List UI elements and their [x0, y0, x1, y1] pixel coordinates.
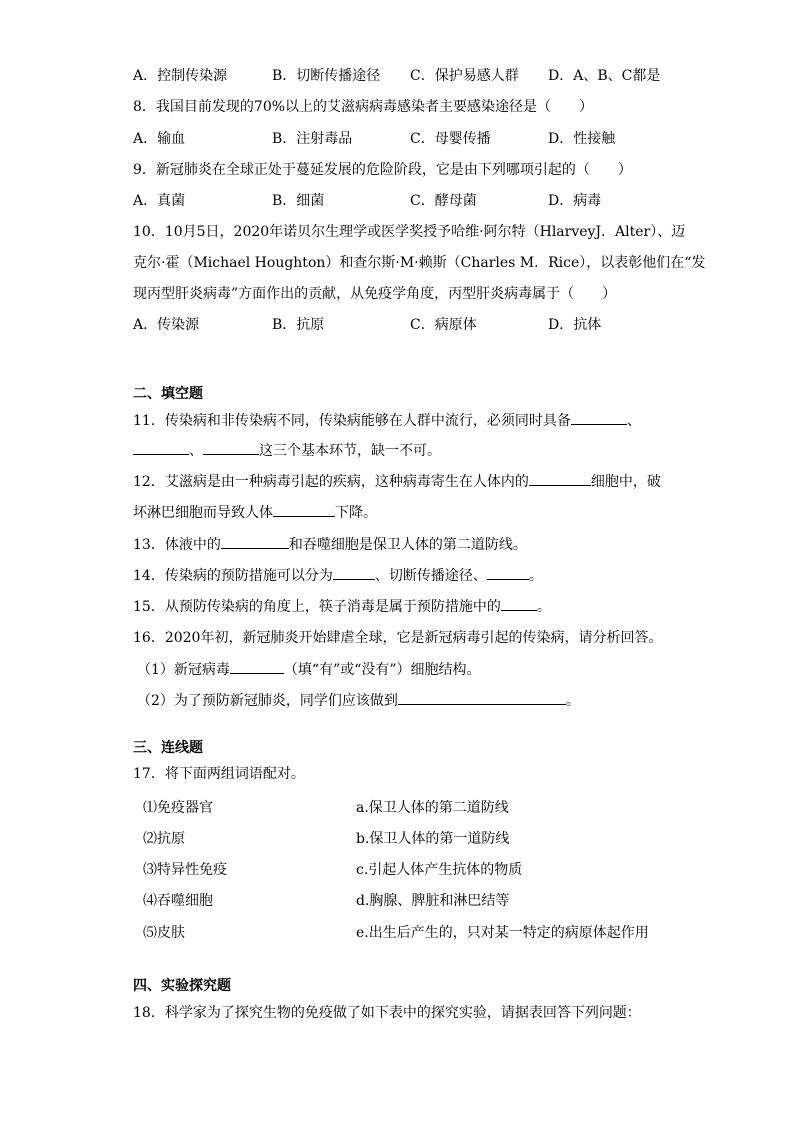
- match-right-item[interactable]: e.出生后产生的，只对某一特定的病原体起作用: [356, 925, 649, 941]
- q9-option-b: B．细菌: [272, 193, 325, 209]
- q11-text-a: 11．传染病和非传染病不同，传染病能够在人群中流行，必须同时具备: [133, 413, 571, 429]
- q10-option-c: C．病原体: [410, 317, 477, 333]
- q9-question: 9．新冠肺炎在全球正处于蔓延发展的危险阶段，它是由下列哪项引起的（ ）: [133, 162, 632, 178]
- match-left-item[interactable]: ⑴免疫器官: [143, 800, 213, 816]
- answer-blank[interactable]: [571, 410, 627, 425]
- q8-option-c: C．母婴传播: [410, 131, 491, 147]
- answer-blank[interactable]: [487, 565, 529, 580]
- q11-text-d: 这三个基本环节，缺一不可。: [259, 443, 441, 459]
- q7-option-b: B．切断传播途径: [272, 68, 381, 84]
- section-heading-fill-in: 二、填空题: [133, 386, 203, 402]
- answer-blank[interactable]: [501, 596, 537, 611]
- q8-option-a: A．输血: [133, 131, 186, 147]
- q14-text-a: 14．传染病的预防措施可以分为: [133, 568, 333, 584]
- match-right-item[interactable]: c.引起人体产生抗体的物质: [356, 862, 523, 878]
- q17-question: 17．将下面两组词语配对。: [133, 766, 305, 782]
- answer-blank[interactable]: [398, 690, 566, 705]
- match-left-item[interactable]: ⑷吞噬细胞: [143, 893, 213, 909]
- q16-sub-1-text-a: （1）新冠病毒: [137, 662, 230, 678]
- section-heading-experiment: 四、实验探究题: [133, 978, 231, 994]
- q12-text-a: 12．艾滋病是由一种病毒引起的疾病，这种病毒寄生在人体内的: [133, 474, 529, 490]
- q15-text-b: 。: [536, 599, 551, 615]
- q14-line: [133, 565, 543, 587]
- q10-line-1: 10．10月5日，2020年诺贝尔生理学或医学奖授予哈维·阿尔特（HlarveyJ．Alter）、迈: [133, 224, 686, 240]
- q9-option-d: D．病毒: [548, 193, 602, 209]
- q13-line: [133, 534, 527, 556]
- q12-line-2: [133, 502, 377, 524]
- q18-question: 18．科学家为了探究生物的免疫做了如下表中的探究实验，请据表回答下列问题：: [133, 1005, 641, 1021]
- match-left-item[interactable]: ⑵抗原: [143, 831, 185, 847]
- match-right-item[interactable]: a.保卫人体的第二道防线: [356, 800, 509, 816]
- q12-line-1: [133, 471, 661, 493]
- answer-blank[interactable]: [273, 502, 335, 517]
- q14-text-b: 、切断传播途径、: [374, 568, 487, 584]
- q8-question: 8．我国目前发现的70%以上的艾滋病病毒感染者主要感染途径是（ ）: [133, 99, 594, 115]
- q10-option-a: A．传染源: [133, 317, 200, 333]
- q8-option-b: B．注射毒品: [272, 131, 353, 147]
- answer-blank[interactable]: [203, 440, 259, 455]
- answer-blank[interactable]: [221, 534, 289, 549]
- q11-line-2: [133, 440, 441, 462]
- q10-option-b: B．抗原: [272, 317, 325, 333]
- q11-text-b: 、: [626, 413, 641, 429]
- q12-text-d: 下降。: [335, 505, 377, 521]
- match-right-item[interactable]: b.保卫人体的第一道防线: [356, 831, 510, 847]
- q16-question: 16．2020年初，新冠肺炎开始肆虐全球，它是新冠病毒引起的传染病，请分析回答。: [133, 630, 663, 646]
- match-left-item[interactable]: ⑸皮肤: [143, 925, 185, 941]
- q16-sub-2-text-b: 。: [565, 693, 580, 709]
- q13-text-a: 13．体液中的: [133, 537, 221, 553]
- q16-sub-2: [137, 690, 580, 712]
- q7-option-c: C．保护易感人群: [410, 68, 519, 84]
- q9-option-c: C．酵母菌: [410, 193, 477, 209]
- answer-blank[interactable]: [529, 471, 591, 486]
- q15-text-a: 15．从预防传染病的角度上，筷子消毒是属于预防措施中的: [133, 599, 501, 615]
- q16-sub-1-text-b: （填“有”或“没有”）细胞结构。: [283, 662, 481, 678]
- q11-line-1: [133, 410, 641, 432]
- q11-text-c: 、: [189, 443, 203, 459]
- q16-sub-1: [137, 659, 481, 681]
- q14-text-c: 。: [528, 568, 543, 584]
- answer-blank[interactable]: [333, 565, 375, 580]
- q7-option-a: A．控制传染源: [133, 68, 228, 84]
- q8-option-d: D．性接触: [548, 131, 616, 147]
- q7-option-d: D．A、B、C都是: [548, 68, 661, 84]
- q13-text-b: 和吞噬细胞是保卫人体的第二道防线。: [288, 537, 527, 553]
- section-heading-matching: 三、连线题: [133, 740, 203, 756]
- q10-line-3: 现丙型肝炎病毒”方面作出的贡献，从免疫学角度，丙型肝炎病毒属于（ ）: [133, 286, 617, 302]
- q16-sub-2-text-a: （2）为了预防新冠肺炎，同学们应该做到: [137, 693, 398, 709]
- q12-text-b: 细胞中，破: [590, 474, 661, 490]
- match-left-item[interactable]: ⑶特异性免疫: [143, 862, 227, 878]
- match-right-item[interactable]: d.胸腺、脾脏和淋巴结等: [356, 893, 510, 909]
- q10-line-2: 克尔·霍（Michael Houghton）和查尔斯·M·赖斯（Charles M．Rice），以表彰他们在“发: [133, 255, 706, 271]
- q15-line: [133, 596, 551, 618]
- q10-option-d: D．抗体: [548, 317, 602, 333]
- answer-blank[interactable]: [230, 659, 284, 674]
- q12-text-c: 坏淋巴细胞而导致人体: [133, 505, 273, 521]
- answer-blank[interactable]: [133, 440, 189, 455]
- q9-option-a: A．真菌: [133, 193, 186, 209]
